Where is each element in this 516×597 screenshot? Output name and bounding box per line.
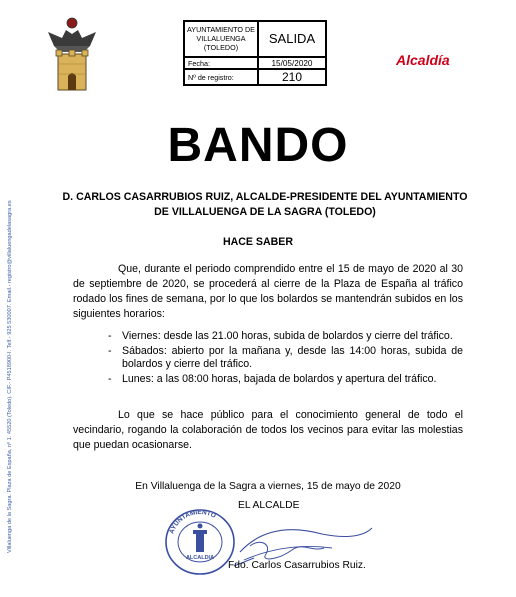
intro-paragraph: Que, durante el periodo comprendido entre el 15 de mayo de 2020 al 30 de septiembre de 2020, se procederá al cierre de la Plaza de España al tráfico rodado los fines de semana, por lo que los bolardos se mantendrán subidos en los siguientes horarios: [73, 263, 463, 320]
date-line: En Villaluenga de la Sagra a viernes, 15 de mayo de 2020 [135, 481, 401, 492]
list-item: - Lunes: a las 08:00 horas, bajada de bolardos y apertura del tráfico. [108, 373, 463, 387]
alcaldia-label: Alcaldía [396, 52, 450, 68]
registry-number-label: Nº de registro: [184, 69, 258, 85]
registry-number-value: 210 [258, 69, 326, 85]
side-contact-text: Villaluenga de la Sagra. Plaza de España, nº 1. 45520 (Toledo). CIF.- P4518900-I. Telf.- 925 530007. Email.- registro@villaluengadelasagra.es [7, 200, 13, 553]
registry-date-value: 15/05/2020 [258, 57, 326, 69]
list-item: - Viernes: desde las 21.00 horas, subida de bolardos y cierre del tráfico. [108, 330, 463, 344]
registry-type: SALIDA [258, 21, 326, 57]
svg-text:AYUNTAMIENTO [168, 509, 216, 535]
seal-bottom-text: ALCALDIA [185, 555, 215, 561]
registry-stamp [183, 20, 327, 86]
closing-paragraph: Lo que se hace público para el conocimiento general de todo el vecindario, rogando la colaboración de todos los vecinos para evitar las molestias que puedan ocasionarse. [73, 409, 463, 451]
schedule-list [108, 330, 463, 387]
castle-crest-icon [44, 16, 100, 94]
registry-ayuntamiento: AYUNTAMIENTO DE VILLALUENGA (TOLEDO) [184, 21, 258, 57]
list-item: - Sábados: abierto por la mañana y, desde las 14:00 horas, subida de bolardos y cierre del tráfico. [108, 345, 463, 372]
signer-name: Fdo. Carlos Casarrubios Ruiz. [228, 560, 366, 571]
mayor-heading: D. CARLOS CASARRUBIOS RUIZ, ALCALDE-PRESIDENTE DEL AYUNTAMIENTO DE VILLALUENGA DE LA SAGRA (TOLEDO) [62, 191, 468, 218]
registry-date-label: Fecha: [184, 57, 258, 69]
hace-saber-heading: HACE SABER [222, 236, 294, 248]
alcalde-label: EL ALCALDE [238, 500, 300, 511]
page-title: BANDO [167, 119, 349, 172]
seal-top-text: AYUNTAMIENTO [168, 508, 217, 535]
